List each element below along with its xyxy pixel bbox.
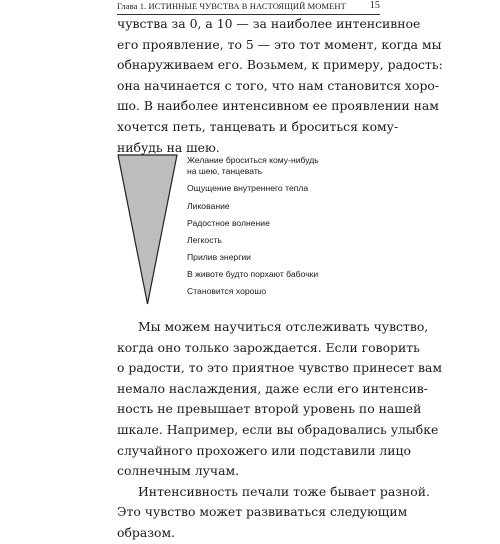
joy-intensity-diagram [117, 150, 387, 306]
text-line: случайного прохожего или подставили лицо [117, 442, 411, 458]
text-line: его проявление, то 5 — это тот момент, когда мы [117, 36, 442, 52]
label-item: Становится хорошо [187, 286, 267, 296]
chapter-title: Глава 1. ИСТИННЫЕ ЧУВСТВА В НАСТОЯЩИЙ МОМЕНТ [117, 1, 346, 11]
text-line: Это чувство может развиваться следующим [117, 504, 408, 520]
text-line: чувства за 0, а 10 — за наиболее интенсивное [117, 16, 421, 31]
label-item: на шею, танцевать [187, 166, 263, 176]
text-line: солнечным лучам. [117, 463, 240, 479]
label-item: Радостное волнение [187, 218, 270, 228]
label-item: Легкость [187, 235, 222, 245]
text-line: обнаруживаем его. Возьмем, к примеру, радость: [117, 57, 443, 73]
bottom-paragraph [117, 317, 443, 544]
text-line: шо. В наиболее интенсивном ее проявлении нам [117, 98, 439, 114]
intensity-wedge [117, 154, 179, 306]
text-line: шкале. Например, если вы обрадовались улыбке [117, 421, 439, 437]
wedge-shape [118, 155, 177, 304]
text-line: образом. [117, 524, 176, 540]
text-line: когда оно только зарождается. Если говорить [117, 339, 420, 355]
text-line: Мы можем научиться отслеживать чувство, [138, 319, 429, 334]
label-item: Прилив энергии [187, 252, 251, 262]
top-paragraph [117, 14, 443, 158]
text-line: нибудь на шею. [117, 139, 220, 155]
text-line: ность не превышает второй уровень по нашей [117, 401, 422, 417]
text-line: Интенсивность печали тоже бывает разной. [138, 483, 430, 499]
running-header [117, 0, 380, 15]
text-line: она начинается с того, что нам становится хоро- [117, 77, 440, 93]
text-line: немало наслаждения, даже если его интенсив- [117, 380, 428, 396]
label-item: Ощущение внутреннего тепла [187, 183, 309, 193]
label-item: В животе будто порхают бабочки [187, 269, 319, 279]
text-line: о радости, то это приятное чувство принесет вам [117, 360, 443, 376]
text-line: хочется петь, танцевать и броситься кому- [117, 118, 399, 134]
label-item: Желание броситься кому-нибудь [187, 155, 319, 165]
label-item: Ликование [187, 201, 230, 211]
page-number: 15 [369, 0, 380, 11]
